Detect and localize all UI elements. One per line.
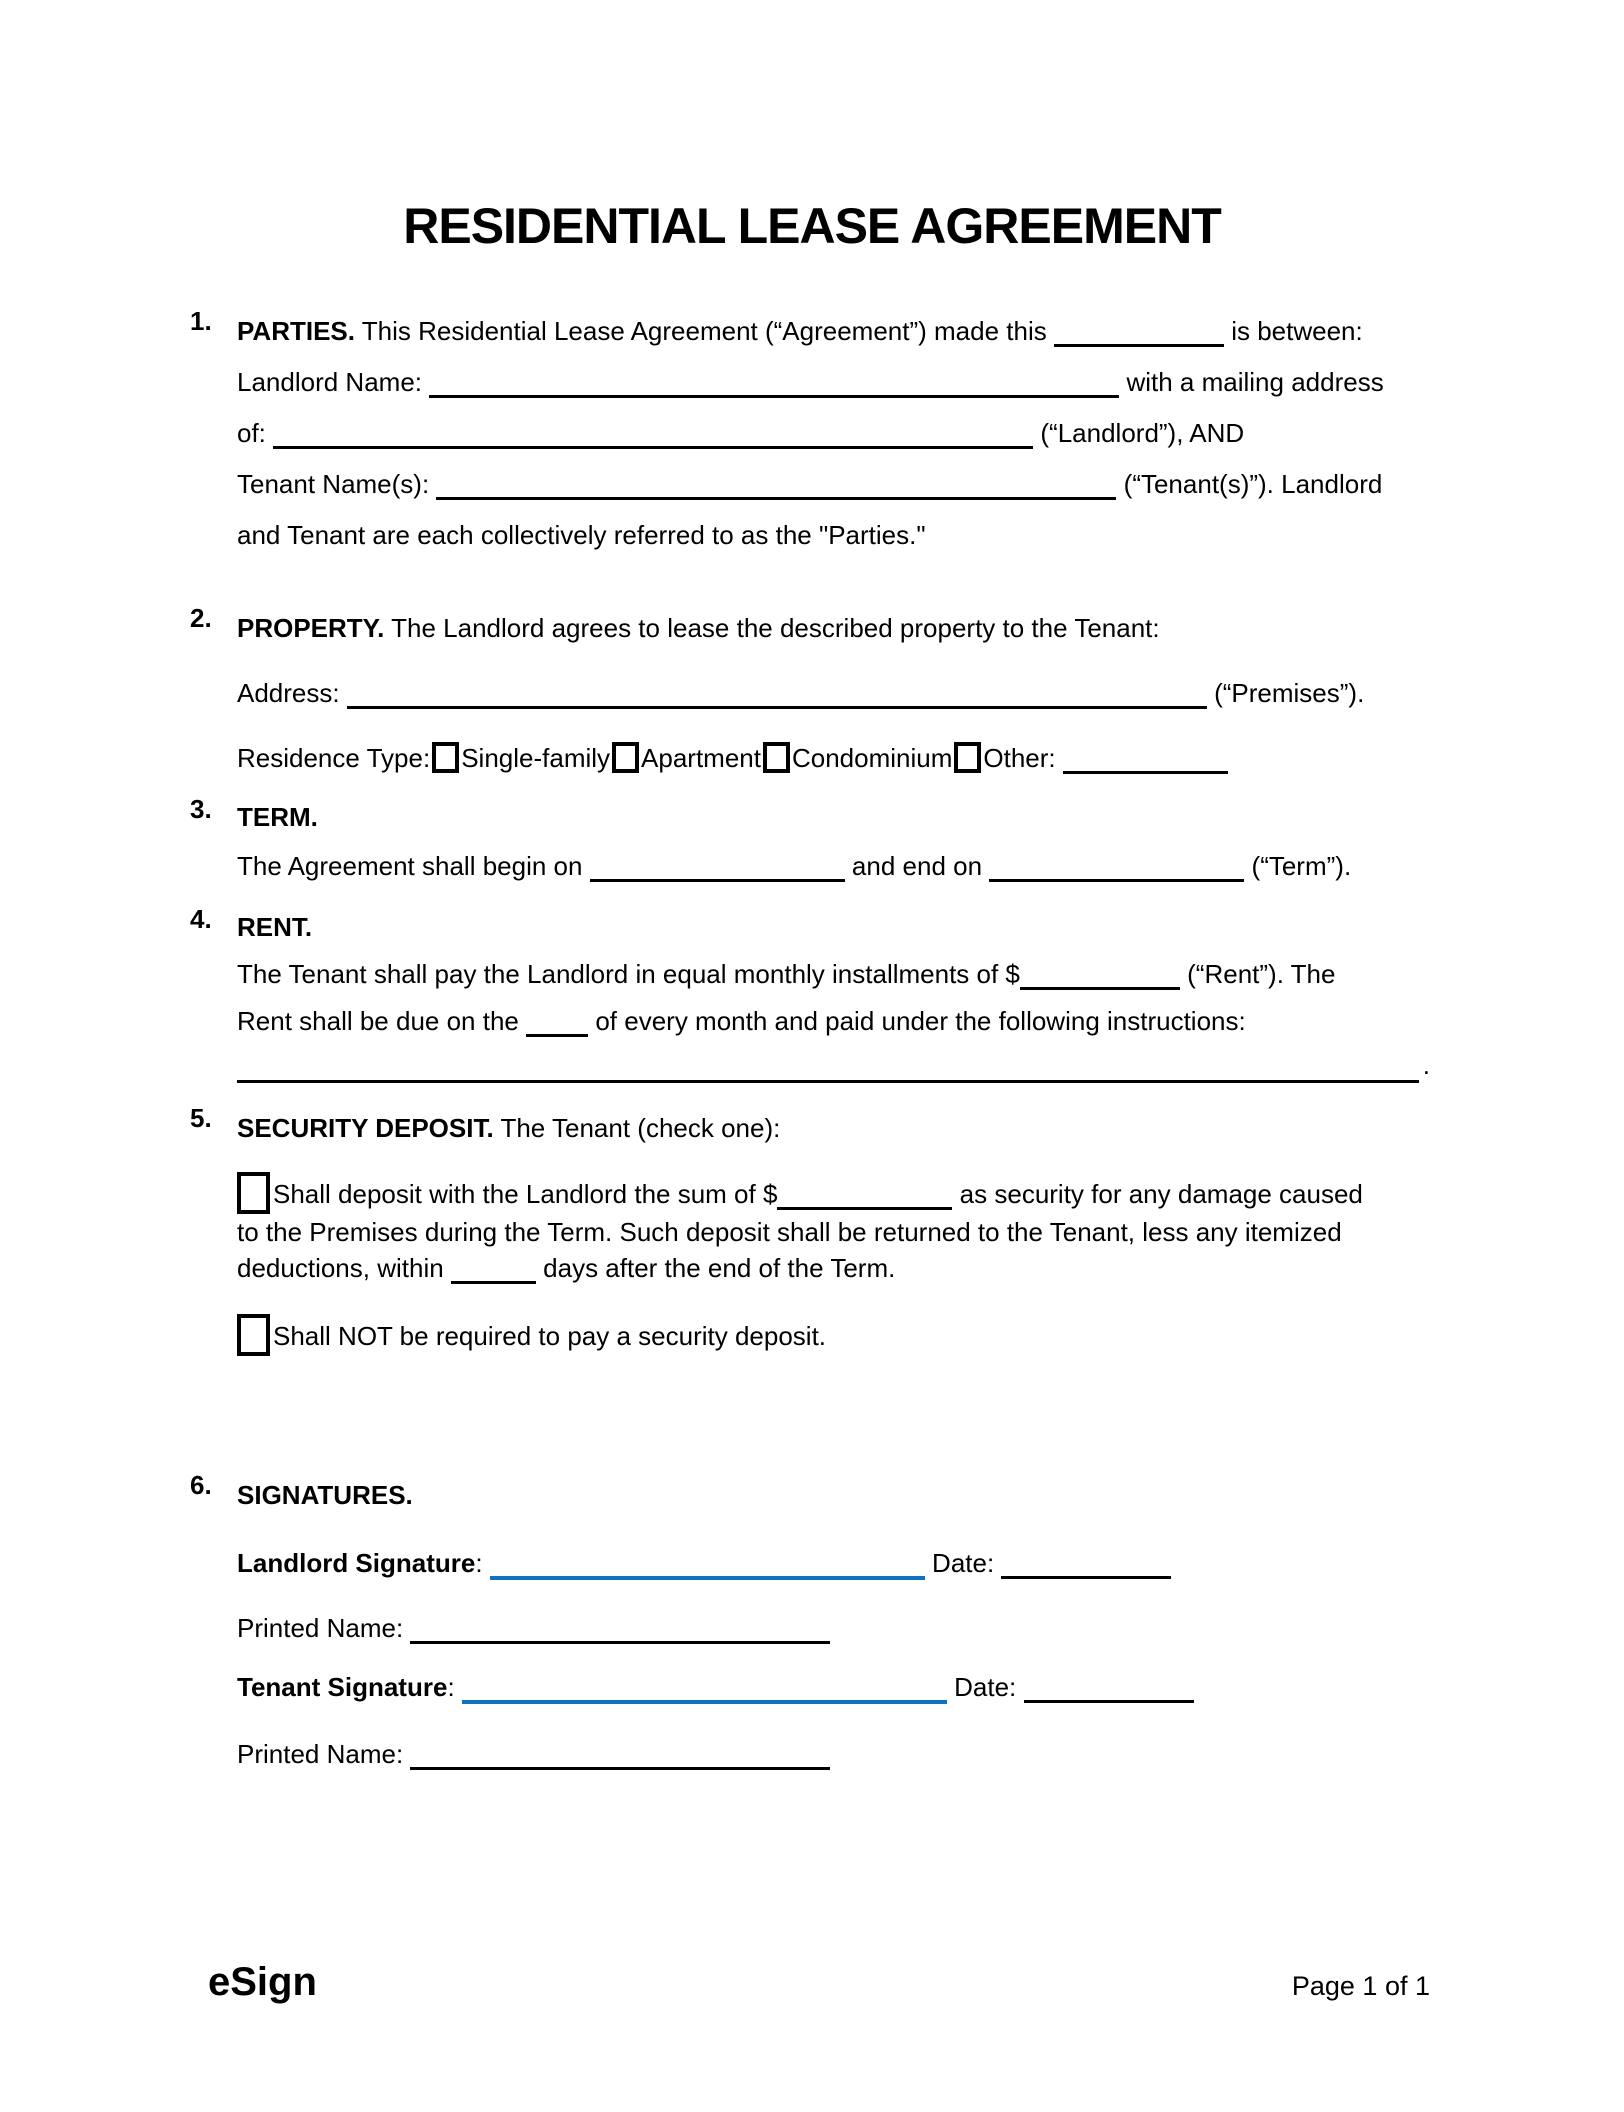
label-colon: : — [475, 1548, 483, 1578]
single-family-label: Single-family — [461, 743, 611, 773]
tenant-signature-label: Tenant Signature — [237, 1672, 448, 1702]
section-number: 1. — [190, 306, 212, 336]
section-parties — [190, 306, 1430, 561]
deposit-option-1 — [237, 1172, 1430, 1286]
tenant-names-label: Tenant Name(s): — [237, 469, 430, 499]
tenant-date-blank[interactable] — [1024, 1680, 1194, 1703]
section-number: 2. — [190, 603, 212, 633]
residence-type-label: Residence Type: — [237, 743, 431, 773]
begin-date-blank[interactable] — [590, 859, 845, 882]
section-rent — [190, 904, 1430, 1083]
due-day-blank[interactable] — [526, 1014, 588, 1037]
deposit-l2: to the Premises during the Term. Such deposit shall be returned to the Tenant, less any itemized — [237, 1217, 1342, 1247]
landlord-name-label: Landlord Name: — [237, 367, 422, 397]
landlord-name-post: with a mailing address — [1126, 367, 1384, 397]
deposit-amount-blank[interactable] — [777, 1187, 952, 1210]
tenant-printed-name-label: Printed Name: — [237, 1739, 404, 1769]
section-heading: RENT. — [237, 912, 313, 942]
deposit-l1-pre: Shall deposit with the Landlord the sum of $ — [273, 1179, 778, 1209]
rent-line1-pre: The Tenant shall pay the Landlord in equal monthly installments of $ — [237, 959, 1020, 989]
no-deposit-checkbox[interactable] — [237, 1314, 270, 1356]
other-blank[interactable] — [1063, 751, 1228, 774]
landlord-printed-name-blank[interactable] — [410, 1621, 830, 1644]
deposit-days-blank[interactable] — [451, 1261, 536, 1284]
mailing-address-blank[interactable] — [273, 426, 1033, 449]
other-checkbox[interactable] — [954, 742, 981, 773]
document-body — [190, 306, 1430, 1780]
section-number: 4. — [190, 904, 212, 934]
tenant-names-post: (“Tenant(s)”). Landlord — [1123, 469, 1383, 499]
landlord-date-blank[interactable] — [1001, 1556, 1171, 1579]
section-heading: TERM. — [237, 802, 318, 832]
mailing-address-label: of: — [237, 418, 266, 448]
rent-line1-post: (“Rent”). The — [1187, 959, 1336, 989]
landlord-name-blank[interactable] — [429, 375, 1119, 398]
parties-intro-pre: This Residential Lease Agreement (“Agreement”) made this — [361, 316, 1047, 346]
tenant-printed-name-blank[interactable] — [410, 1747, 830, 1770]
page-number: Page 1 of 1 — [1291, 1971, 1430, 2001]
property-intro: The Landlord agrees to lease the described property to the Tenant: — [391, 613, 1160, 643]
section-heading: PROPERTY. — [237, 613, 385, 643]
section-signatures — [190, 1470, 1430, 1780]
section-security-deposit — [190, 1103, 1430, 1358]
payment-instructions-blank[interactable] — [237, 1050, 1419, 1083]
condominium-checkbox[interactable] — [763, 742, 790, 773]
section-heading: PARTIES. — [237, 316, 355, 346]
address-label: Address: — [237, 678, 340, 708]
deposit-required-checkbox[interactable] — [237, 1172, 270, 1214]
parties-intro-post: is between: — [1231, 316, 1363, 346]
deposit-option-2 — [237, 1314, 1430, 1358]
parties-closing-text: and Tenant are each collectively referred to as the "Parties." — [237, 520, 926, 550]
agreement-date-blank[interactable] — [1054, 324, 1224, 347]
landlord-signature-line[interactable] — [490, 1556, 925, 1580]
section-number: 6. — [190, 1470, 212, 1500]
section-term — [190, 794, 1430, 892]
address-blank[interactable] — [347, 686, 1207, 709]
section-property — [190, 603, 1430, 784]
tenant-date-label: Date: — [954, 1672, 1017, 1702]
address-post: (“Premises”). — [1214, 678, 1365, 708]
rent-line2-pre: Rent shall be due on the — [237, 1006, 519, 1036]
rent-line2-post: of every month and paid under the following instructions: — [595, 1006, 1246, 1036]
rent-amount-blank[interactable] — [1020, 967, 1180, 990]
section-heading: SECURITY DEPOSIT. — [237, 1113, 494, 1143]
landlord-printed-name-label: Printed Name: — [237, 1613, 404, 1643]
landlord-date-label: Date: — [932, 1548, 995, 1578]
section-number: 5. — [190, 1103, 212, 1133]
tenant-signature-line[interactable] — [462, 1680, 947, 1704]
section-number: 3. — [190, 794, 212, 824]
apartment-checkbox[interactable] — [612, 742, 639, 773]
term-mid: and end on — [851, 851, 983, 881]
tenant-names-blank[interactable] — [436, 477, 1116, 500]
landlord-signature-label: Landlord Signature — [237, 1548, 476, 1578]
deposit-l3-post: days after the end of the Term. — [543, 1253, 896, 1283]
no-deposit-label: Shall NOT be required to pay a security deposit. — [273, 1321, 827, 1351]
instructions-period: . — [1422, 1050, 1430, 1080]
term-pre: The Agreement shall begin on — [237, 851, 583, 881]
term-post: (“Term”). — [1251, 851, 1352, 881]
deposit-l1-post: as security for any damage caused — [959, 1179, 1363, 1209]
end-date-blank[interactable] — [989, 859, 1244, 882]
page-footer — [208, 1960, 1430, 2005]
deposit-l3-pre: deductions, within — [237, 1253, 444, 1283]
other-label: Other: — [983, 743, 1056, 773]
label-colon: : — [447, 1672, 455, 1702]
deposit-intro: The Tenant (check one): — [500, 1113, 781, 1143]
esign-logo: eSign — [208, 1960, 317, 2004]
condominium-label: Condominium — [791, 743, 953, 773]
apartment-label: Apartment — [641, 743, 761, 773]
mailing-address-post: (“Landlord”), AND — [1040, 418, 1245, 448]
section-heading: SIGNATURES. — [237, 1480, 413, 1510]
page-title: RESIDENTIAL LEASE AGREEMENT — [403, 198, 1221, 254]
single-family-checkbox[interactable] — [432, 742, 459, 773]
